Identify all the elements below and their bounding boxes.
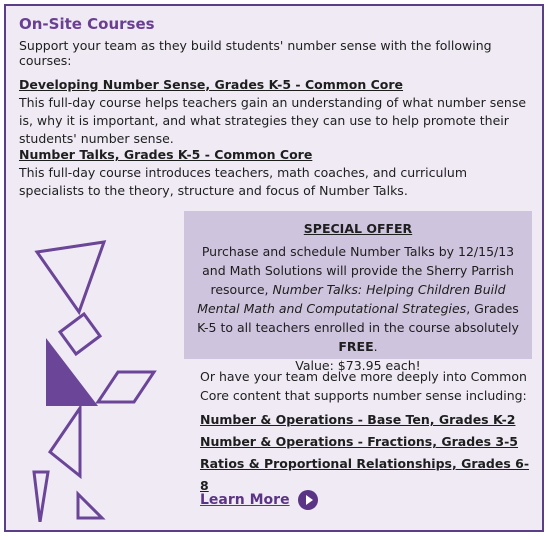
offer-free-label: FREE <box>338 339 374 354</box>
course-title-link[interactable]: Developing Number Sense, Grades K-5 - Common Core <box>19 77 404 92</box>
tangram-right-foot-triangle <box>78 494 102 518</box>
offer-heading: SPECIAL OFFER <box>303 221 413 236</box>
tangram-left-foot-triangle <box>34 472 48 522</box>
course-number-talks <box>19 146 534 200</box>
course-description: This full-day course introduces teachers, math coaches, and curriculum specialists to the theory, structure and focus of Number Talks. <box>19 165 468 198</box>
tangram-figure-icon <box>24 232 174 522</box>
offer-text-3: . <box>373 339 378 354</box>
offer-text-1: Purchase and schedule Number Talks by 12/15/13 and Math Solutions will provide the Sherry Parrish resource, <box>201 244 515 297</box>
link-ratios-proportional[interactable]: Ratios & Proportional Relationships, Grades 6-8 <box>200 456 530 493</box>
section-title: On-Site Courses <box>19 15 155 33</box>
course-description: This full-day course helps teachers gain an understanding of what number sense is, why it is important, and what strategies they can use to help promote their students' number sense. <box>19 95 527 146</box>
course-title-link[interactable]: Number Talks, Grades K-5 - Common Core <box>19 147 313 162</box>
intro-text: Support your team as they build students' number sense with the following courses: <box>19 38 492 68</box>
tangram-large-triangle <box>37 242 104 312</box>
learn-more-button[interactable] <box>200 490 318 510</box>
common-core-links <box>200 409 530 497</box>
offer-body <box>184 242 532 375</box>
tangram-parallelogram <box>98 372 154 402</box>
offer-value: Value: $73.95 each! <box>295 358 421 373</box>
learn-more-label[interactable]: Learn More <box>200 492 290 508</box>
link-number-operations-fractions[interactable]: Number & Operations - Fractions, Grades 3-5 <box>200 434 519 449</box>
course-developing-number-sense <box>19 76 534 148</box>
more-content-text: Or have your team delve more deeply into Common Core content that supports number sense including: <box>200 369 527 403</box>
play-circle-icon[interactable] <box>298 490 318 510</box>
tangram-square <box>60 314 100 354</box>
on-site-courses-panel <box>4 4 544 532</box>
offer-book-title: Number Talks: Helping Children Build Mental Math and Computational Strategies <box>197 282 506 316</box>
link-number-operations-base-ten[interactable]: Number & Operations - Base Ten, Grades K-2 <box>200 412 516 427</box>
special-offer-box <box>184 211 532 373</box>
tangram-small-triangle <box>50 408 80 476</box>
offer-text-2: , Grades K-5 to all teachers enrolled in the course absolutely <box>197 301 519 335</box>
